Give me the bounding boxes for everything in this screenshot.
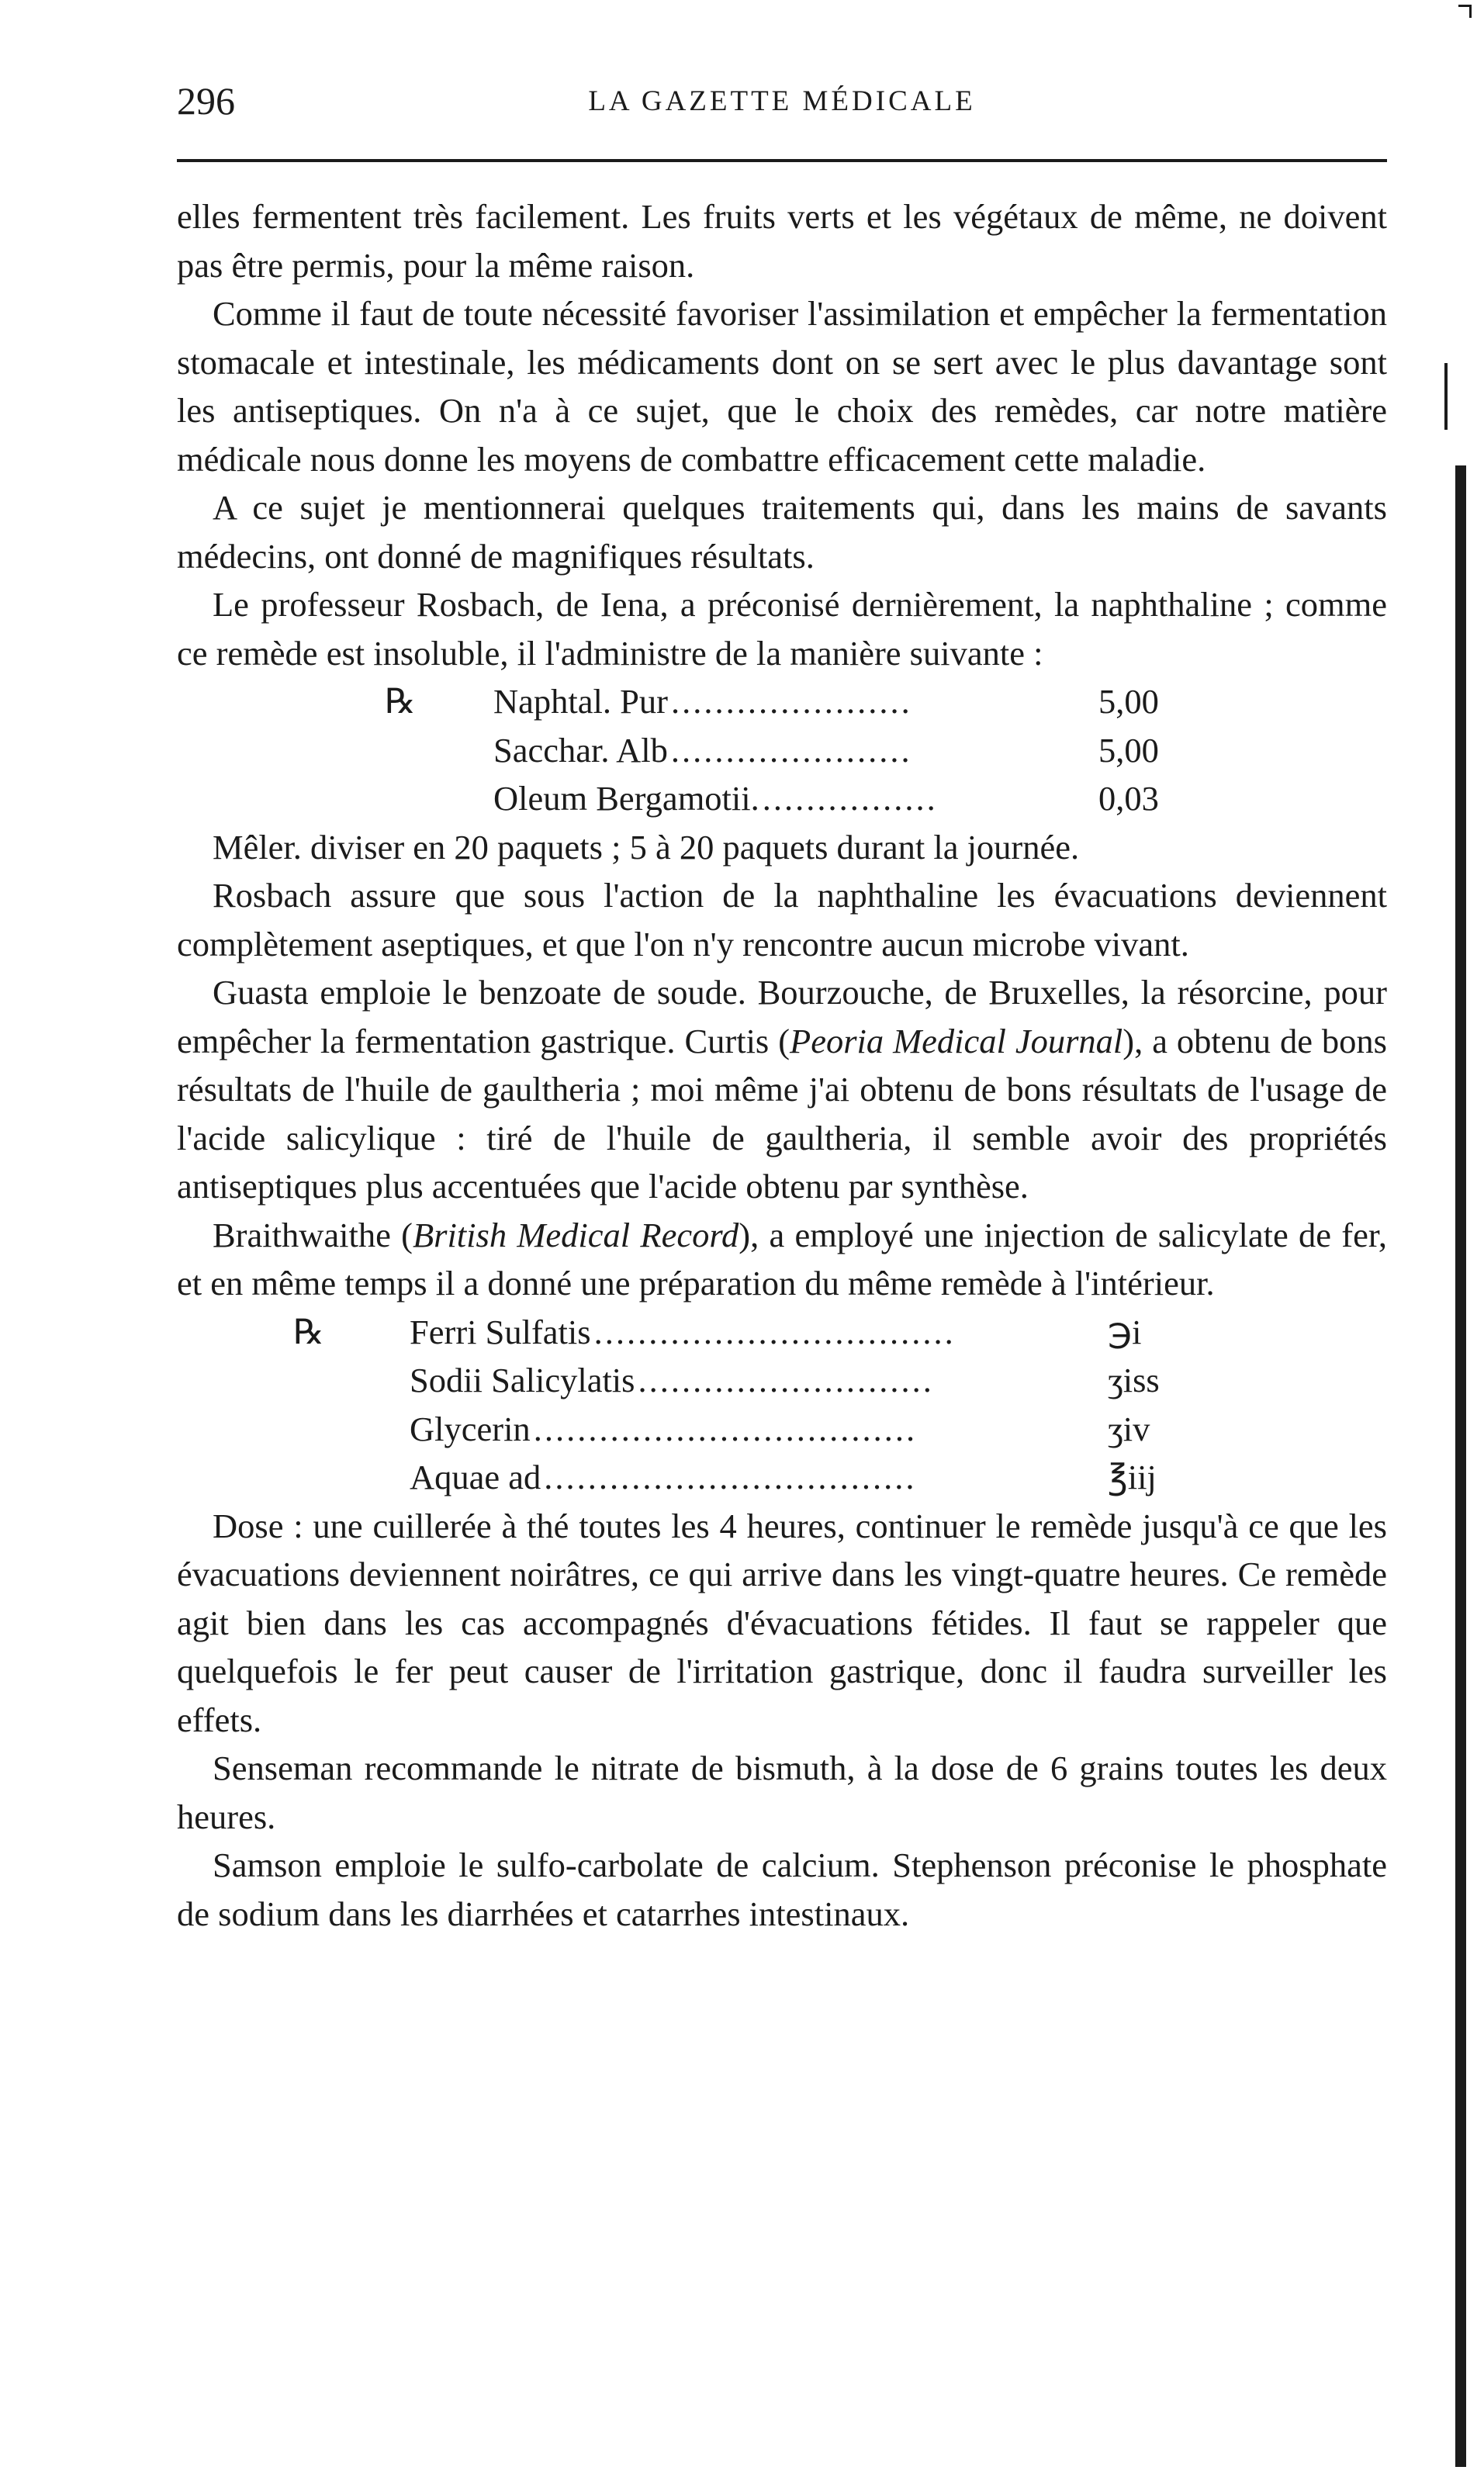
leader-dots: ................................... (533, 1409, 918, 1448)
prescription-line (293, 1453, 1387, 1502)
ingredient (493, 774, 1083, 823)
ingredient (493, 677, 1083, 726)
ingredient (493, 726, 1083, 775)
paragraph: Dose : une cuillerée à thé toutes les 4 heures, continuer le remède jusqu'à ce que les évacuations deviennent noirâtres, ce qui arrive dans les vingt-quatre heures. Ce remède agit bien dans les cas accompagnés d'évacuations fétides. Il faut se rappeler que quelquefois le fer peut causer de l'irritation gastrique, donc il faudra surveiller les effets. (177, 1506, 1387, 1739)
ingredient (410, 1356, 1092, 1405)
ingredient-quantity: 5,00 (1098, 730, 1159, 770)
ingredient-name: Glycerin (410, 1409, 531, 1448)
ingredient (410, 1308, 1092, 1357)
paragraph: Le professeur Rosbach, de Iena, a préconisé dernièrement, la naphthaline ; comme ce remède est insoluble, il l'administre de la manière suivante : (177, 585, 1387, 673)
header-rule (177, 159, 1387, 162)
journal-title: Peoria Medical Journal (790, 1021, 1123, 1060)
ingredient-name: Sodii Salicylatis (410, 1361, 635, 1399)
paragraph: Senseman recommande le nitrate de bismuth, à la dose de 6 grains toutes les deux heures. (177, 1749, 1387, 1836)
prescription-line (385, 774, 1387, 823)
paragraph: Samson emploie le sulfo-carbolate de calcium. Stephenson préconise le phosphate de sodium dans les diarrhées et catarrhes intestinaux. (177, 1846, 1387, 1933)
journal-title: British Medical Record (412, 1215, 739, 1254)
ingredient-quantity: ℈i (1108, 1312, 1142, 1351)
ingredient (410, 1405, 1092, 1454)
paragraph: Rosbach assure que sous l'action de la naphthaline les évacuations deviennent complètement aseptiques, et que l'on n'y rencontre aucun microbe vivant. (177, 876, 1387, 964)
page-number: 296 (177, 79, 235, 123)
ingredient-quantity: ʒiv (1108, 1409, 1150, 1448)
text-run: Guasta emploie le benzoate de soude. Bourzouche, de Bruxelles, la résorcine, pour empêcher la fermentation gastrique. Curtis ( (177, 973, 1387, 1060)
margin-tick-mark (1444, 363, 1448, 430)
ingredient (410, 1453, 1092, 1502)
text-run: Braithwaithe ( (213, 1215, 413, 1254)
prescription-line (385, 677, 1387, 726)
page-edge-shadow (1455, 465, 1466, 2467)
paragraph: A ce sujet je mentionnerai quelques traitements qui, dans les mains de savants médecins, ont donné de magnifiques résultats. (177, 488, 1387, 576)
leader-dots: .................................. (544, 1458, 917, 1496)
ingredient-name: Ferri Sulfatis (410, 1312, 591, 1351)
corner-crop-mark (1458, 5, 1472, 18)
paragraph (177, 968, 1387, 1211)
recipe-symbol: ℞ (385, 682, 416, 721)
leader-dots: ........................... (638, 1361, 934, 1399)
prescription-naphthaline (177, 677, 1387, 823)
article-body (177, 192, 1387, 1938)
paragraph: Comme il faut de toute nécessité favoriser l'assimilation et empêcher la fermentation stomacale et intestinale, les médicaments dont on se sert avec le plus davantage sont les antiseptiques. On n'a à ce sujet, que le choix des remèdes, car notre matière médicale nous donne les moyens de combattre efficacement cette maladie. (177, 294, 1387, 479)
ingredient-quantity: 0,03 (1098, 779, 1159, 818)
leader-dots: ................ (762, 779, 938, 818)
prescription-line (293, 1308, 1387, 1357)
ingredient-name: Aquae ad (410, 1458, 541, 1496)
prescription-line (293, 1405, 1387, 1454)
paragraph: Mêler. diviser en 20 paquets ; 5 à 20 paquets durant la journée. (213, 827, 1080, 867)
ingredient-name: Sacchar. Alb (493, 730, 668, 770)
ingredient-quantity: ʒiss (1108, 1361, 1160, 1399)
prescription-line (385, 726, 1387, 775)
text-run: ), a obtenu de bons résultats de l'huile de gaultheria ; moi même j'ai obtenu de bons résultats de l'usage de l'acide salicylique : tiré de l'huile de gaultheria, il semble avoir des propriétés antiseptiques plus accentuées que l'acide obtenu par synthèse. (177, 1021, 1387, 1206)
prescription-salicylate (177, 1308, 1387, 1502)
ingredient-name: Naphtal. Pur (493, 682, 668, 721)
page-header (177, 78, 1387, 124)
paragraph (177, 1211, 1387, 1308)
ingredient-quantity: ℥iij (1108, 1458, 1157, 1496)
recipe-symbol: ℞ (293, 1312, 324, 1351)
text-run: ), a employé une injection de salicylate de fer, et en même temps il a donné une préparation du même remède à l'intérieur. (177, 1215, 1387, 1303)
ingredient-name: Oleum Bergamotii. (493, 779, 759, 818)
leader-dots: ...................... (670, 730, 912, 770)
paragraph: elles fermentent très facilement. Les fruits verts et les végétaux de même, ne doivent pas être permis, pour la même raison. (177, 197, 1387, 285)
running-title: LA GAZETTE MÉDICALE (588, 85, 976, 117)
leader-dots: ...................... (670, 682, 912, 721)
leader-dots: ................................. (593, 1312, 956, 1351)
prescription-line (293, 1356, 1387, 1405)
ingredient-quantity: 5,00 (1098, 682, 1159, 721)
